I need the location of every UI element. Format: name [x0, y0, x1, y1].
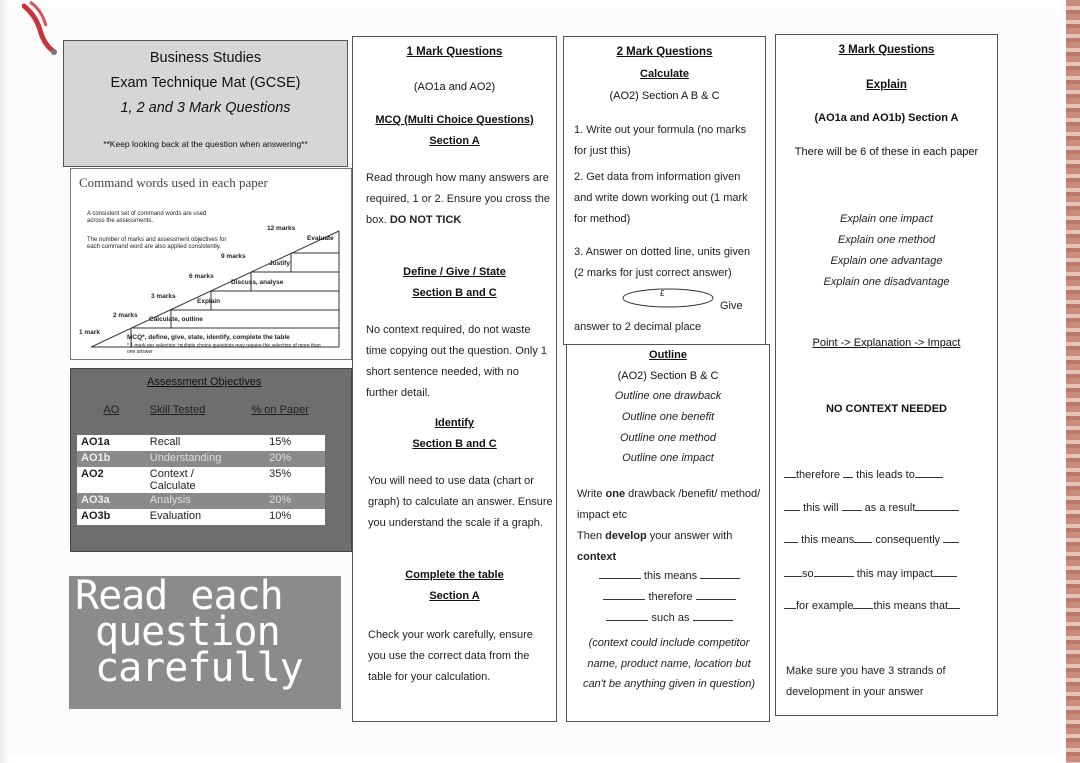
- calc-step3b: Give answer to 2 decimal place: [574, 300, 743, 333]
- step-words-2: Calculate, outline: [149, 316, 203, 323]
- outline-item: Outline one impact: [622, 452, 714, 464]
- step-words-5: Justify: [269, 260, 290, 267]
- step-marks-4: 6 marks: [189, 273, 214, 280]
- step-words-6: Evaluate: [307, 235, 334, 242]
- three-mark-note: There will be 6 of these in each paper: [794, 146, 979, 158]
- explain-item: Explain one method: [837, 234, 936, 246]
- ao-col-pct: % on Paper: [251, 404, 309, 416]
- mcq-body: Read through how many answers are required, 1 or 2. Ensure you cross the box. DO NOT TICK: [366, 172, 551, 226]
- banner-line3: carefully: [95, 645, 303, 691]
- ao-col-ao: AO: [103, 404, 120, 416]
- define-heading: Define / Give / State: [403, 266, 506, 278]
- connector-row: this means consequently: [784, 530, 994, 551]
- step-marks-1: 1 mark: [79, 329, 100, 336]
- ao-skill: Analysis: [149, 494, 191, 506]
- connector-row: therefore this leads to: [784, 465, 994, 486]
- ao-code: AO2: [81, 468, 104, 480]
- mcq-heading: MCQ (Multi Choice Questions): [375, 114, 534, 126]
- no-context-label: NO CONTEXT NEEDED: [825, 403, 947, 415]
- step-words-1: MCQ*, define, give, state, identify, complete the table: [127, 334, 290, 341]
- ao-pct: 20%: [269, 494, 292, 506]
- connector-row: therefore: [577, 587, 762, 608]
- title-line2: Exam Technique Mat (GCSE): [110, 75, 301, 91]
- connector-row: such as: [577, 608, 762, 629]
- step-marks-6: 12 marks: [267, 225, 296, 232]
- ao-skill: Recall: [149, 436, 181, 448]
- ao-code: AO1b: [81, 452, 111, 464]
- ao-pct: 10%: [269, 510, 292, 522]
- ao-skill: Understanding: [149, 452, 222, 464]
- title-line3: 1, 2 and 3 Mark Questions: [120, 100, 291, 116]
- mcq-section: Section A: [429, 135, 480, 147]
- ao-skill: Evaluation: [149, 510, 202, 522]
- connector-row: this means: [577, 566, 762, 587]
- command-note2: The number of marks and assessment objectives for each command word are also applied consistently.: [87, 237, 227, 250]
- calculate-sub: (AO2) Section A B & C: [609, 90, 720, 102]
- outline-heading: Outline: [649, 349, 687, 361]
- step-marks-3: 3 marks: [151, 293, 176, 300]
- outline-item: Outline one benefit: [621, 411, 715, 423]
- ribbon-icon: [22, 0, 64, 60]
- explain-heading: Explain: [866, 79, 907, 91]
- calc-step1: 1. Write out your formula (no marks for just this): [574, 124, 747, 157]
- ao-pct: 15%: [269, 436, 292, 448]
- ao-pct: 20%: [269, 452, 292, 464]
- ao-pct: 35%: [269, 468, 292, 480]
- three-mark-footer: Make sure you have 3 strands of development in your answer: [786, 665, 946, 698]
- ao-code: AO3a: [81, 494, 110, 506]
- explain-item: Explain one disadvantage: [823, 276, 950, 288]
- one-mark-sub: (AO1a and AO2): [413, 81, 496, 93]
- read-carefully-banner: [69, 573, 341, 709]
- ao-code: AO1a: [81, 436, 110, 448]
- title-line1: Business Studies: [149, 50, 262, 66]
- ao-heading: Assessment Objectives: [147, 376, 262, 388]
- connector-row: so this may impact: [784, 564, 994, 585]
- answer-oval-symbol: £: [660, 289, 665, 298]
- command-footnote: * 1 mark per selection; multiple choice questions may require the selection of more than one answer: [127, 343, 321, 355]
- step-marks-5: 9 marks: [221, 253, 246, 260]
- table-row: [77, 509, 325, 525]
- step-marks-2: 2 marks: [113, 312, 138, 319]
- banner-line2: question: [95, 609, 280, 655]
- table-row: [77, 435, 325, 451]
- three-mark-sub: (AO1a and AO1b) Section A: [814, 112, 959, 124]
- ao-skill: Context / Calculate: [149, 468, 196, 492]
- title-note: **Keep looking back at the question when answering**: [103, 139, 308, 149]
- one-mark-column: [352, 36, 557, 722]
- command-words-heading: Command words used in each paper: [79, 175, 268, 190]
- step-words-3: Explain: [197, 298, 221, 305]
- connector-row: this will as a result: [784, 498, 994, 519]
- title-box: [63, 40, 348, 167]
- outline-write: Write one drawback /benefit/ method/ impact etc: [577, 488, 761, 521]
- outline-develop: Then develop your answer with context: [577, 530, 733, 563]
- complete-table-heading: Complete the table: [405, 569, 504, 581]
- assessment-objectives-box: [70, 368, 352, 552]
- three-mark-heading: 3 Mark Questions: [838, 44, 935, 56]
- ao-code: AO3b: [81, 510, 111, 522]
- identify-heading: Identify: [434, 417, 475, 429]
- one-mark-heading: 1 Mark Questions: [406, 46, 503, 58]
- table-row: [77, 451, 325, 467]
- complete-table-section: Section A: [429, 590, 480, 602]
- ao-col-skill: Skill Tested: [149, 404, 206, 416]
- three-mark-column: [775, 34, 998, 716]
- calculate-heading: Calculate: [640, 68, 689, 80]
- two-mark-outline-box: [566, 344, 770, 722]
- table-row: [77, 493, 325, 509]
- two-mark-calculate-box: [563, 36, 766, 345]
- pei-heading: Point -> Explanation -> Impact: [812, 337, 961, 349]
- explain-item: Explain one advantage: [830, 255, 943, 267]
- step-words-4: Discuss, analyse: [231, 279, 284, 286]
- outline-item: Outline one method: [619, 432, 716, 444]
- two-mark-heading: 2 Mark Questions: [616, 46, 713, 58]
- binding-edge: [1066, 0, 1080, 763]
- identify-section: Section B and C: [412, 438, 497, 450]
- complete-table-body: Check your work carefully, ensure you use the correct data from the table for your calculation.: [368, 629, 533, 683]
- ao-header-row: [77, 403, 325, 419]
- connector-row: for example this means that: [784, 596, 994, 617]
- command-note1: A consistent set of command words are used across the assessments.: [87, 211, 207, 224]
- outline-item: Outline one drawback: [614, 390, 722, 402]
- banner-line1: Read each: [75, 573, 283, 619]
- outline-sub: (AO2) Section B & C: [617, 370, 719, 382]
- calc-step3: 3. Answer on dotted line, units given (2 marks for just correct answer): [574, 246, 751, 279]
- context-note: (context could include competitor name, product name, location but can't be anything given in question): [582, 637, 756, 690]
- define-section: Section B and C: [412, 287, 497, 299]
- explain-item: Explain one impact: [840, 213, 933, 225]
- identify-body: You will need to use data (chart or graph) to calculate an answer. Ensure you understand the scale if a graph.: [368, 475, 553, 529]
- calc-step2: 2. Get data from information given and write down working out (1 mark for method): [574, 171, 748, 225]
- command-words-box: [70, 168, 352, 360]
- define-body: No context required, do not waste time copying out the question. Only 1 short sentence needed, with no further detail.: [366, 324, 547, 399]
- table-row: [77, 467, 325, 493]
- ao-table: [77, 403, 325, 525]
